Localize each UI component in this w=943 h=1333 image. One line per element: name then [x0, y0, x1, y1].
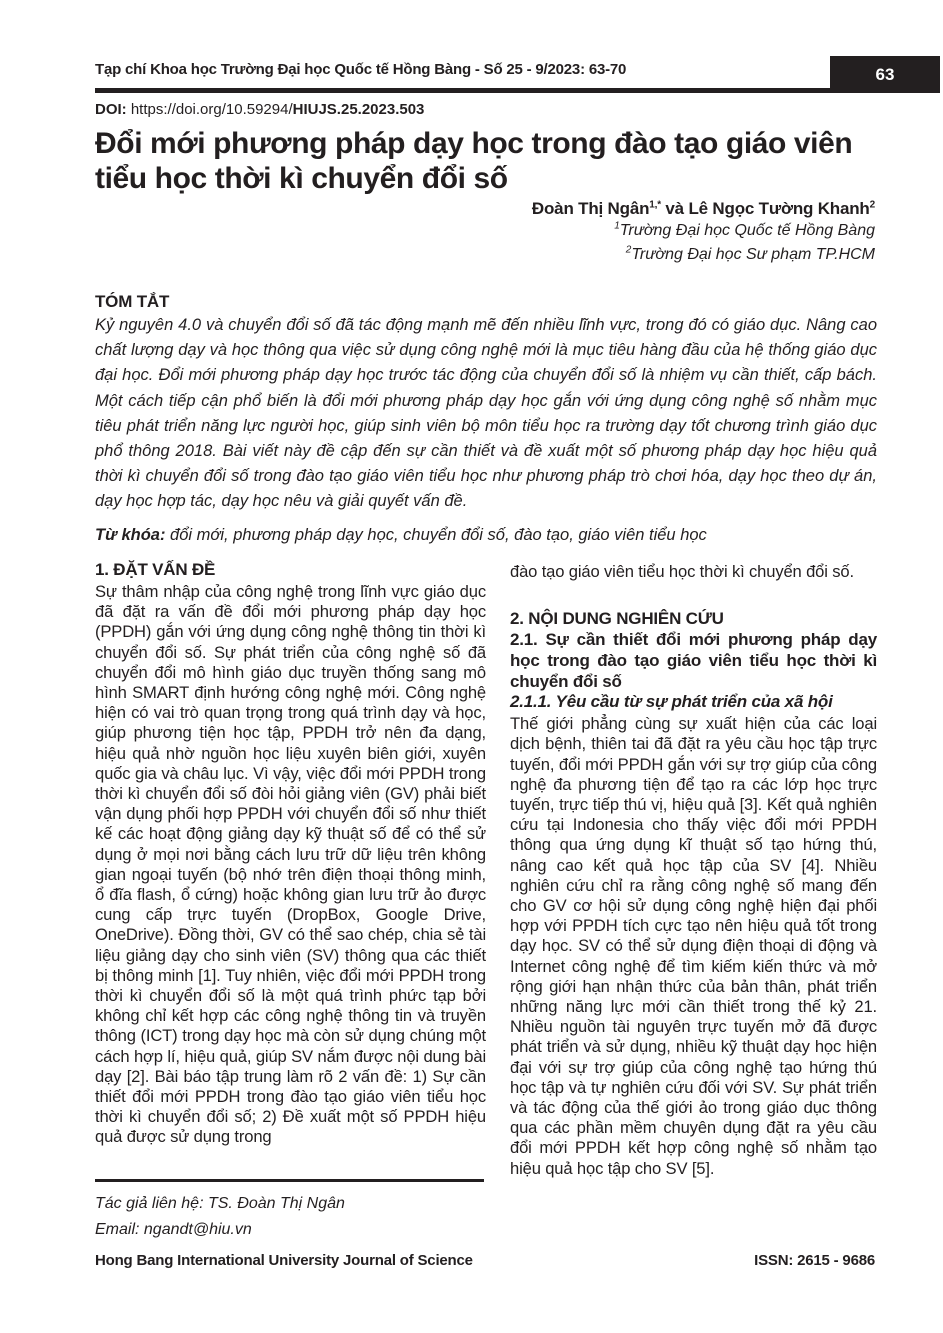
keywords-line [95, 526, 877, 545]
affiliation-2-superscript: 2 [625, 244, 632, 256]
section-1-paragraph: Sự thâm nhập của công nghệ trong lĩnh vực giáo dục đã đặt ra vấn đề đổi mới phương pháp dạy học (PPDH) gắn với ứng dụng công nghệ thông tin thời kì chuyển đổi số. Sự phát triển của công nghệ số đã chuyển đổi mô hình giáo dục truyền thống sang mô hình SMART định hướng công nghệ mới. Công nghệ hiện có vai trò quan trọng trong quá trình dạy và học, giúp phương tiện học tập, PPDH trở nên đa dạng, hiệu quả nhờ nguồn học liệu xuyên biên giới, xuyên quốc gia và châu lục. Vì vậy, việc đổi mới PPDH trong thời kì chuyển đổi số đòi hỏi giảng viên (GV) phải biết vận dụng phối hợp PPDH với chuyển đổi số như thiết kế các hoạt động giảng dạy kỹ thuật số để có thể sử dụng ở mọi nơi bằng cách lưu trữ dữ liệu trên không gian ngoại tuyến (bộ nhớ trên điện thoại thông minh, ổ đĩa flash, ổ cứng) hoặc không gian lưu trữ ảo được cung cấp trực tuyến (DropBox, Google Drive, OneDrive). Đồng thời, GV có thể sao chép, chia sẻ tài liệu giảng dạy cho sinh viên (SV) thông qua các thiết bị thông minh [1]. Tuy nhiên, việc đổi mới PPDH trong thời kì chuyển đổi số là một quá trình phức tạp bởi không chỉ kết hợp các công nghệ thông tin và truyền thông (ICT) trong dạy học mà còn sử dụng chúng một cách hợp lí, hiệu quả, giúp SV nắm được nội dung bài dạy [2]. Bài báo tập trung làm rõ 2 vấn đề: 1) Sự cần thiết đổi mới PPDH trong đào tạo giáo viên tiểu học thời kì chuyển đổi số; 2) Đề xuất một số PPDH hiệu quả được sử dụng trong [95, 582, 486, 1147]
footer-issn: ISSN: 2615 - 9686 [754, 1252, 875, 1269]
author-2-superscript: 2 [869, 199, 875, 211]
byline-block [95, 199, 875, 267]
keywords-label: Từ khóa: [95, 526, 166, 544]
author-1-superscript: 1,* [649, 199, 661, 211]
section-2-1-heading: 2.1. Sự cần thiết đổi mới phương pháp dạy học trong đào tạo giáo viên tiểu học thời kì chuyển đổi số [510, 630, 877, 692]
abstract-heading: TÓM TẮT [95, 292, 170, 311]
page-number: 63 [875, 64, 895, 84]
keywords-text: đổi mới, phương pháp dạy học, chuyển đổi số, đào tạo, giáo viên tiểu học [165, 526, 707, 544]
affiliation-1-text: Trường Đại học Quốc tế Hồng Bàng [619, 222, 875, 239]
footer-journal-name: Hong Bang International University Journal of Science [95, 1252, 473, 1269]
doi-url-suffix: HIUJS.25.2023.503 [292, 101, 425, 118]
doi-line [95, 101, 424, 118]
affiliation-1-superscript: 1 [614, 220, 620, 232]
body-columns [95, 560, 877, 1179]
section-2-paragraph: Thế giới phẳng cùng sự xuất hiện của các loại dịch bệnh, thiên tai đã đặt ra yêu cầu học tập trực tuyến, đổi mới PPDH gắn với sự trợ giúp của công nghệ đa phương tiện để tạo ra các lớp học trực tuyến, trực tiếp thú vị, hiệu quả [3]. Kết quả nghiên cứu tại Indonesia cho thấy việc đổi mới PPDH thông qua ứng dụng kĩ thuật số tạo hứng thú, nâng cao kết quả học tập của SV [4]. Nhiều nghiên cứu chỉ ra rằng công nghệ số mang đến cho GV cơ hội sử dụng công nghệ hiện đại phối hợp với PPDH tích cực tạo nên hiệu quả tốt trong dạy học. SV có thể sử dụng điện thoại di động và Internet công nghệ để tìm kiếm kiến thức và mở rộng giới hạn nhận thức của bản thân, phát triển những năng lực mới cần thiết trong thế kỷ 21. Nhiều nguồn tài nguyên trực tuyến mở đã được phát triển và sử dụng, nhiều kỹ thuật dạy học hiện đại với sự trợ giúp của công nghệ tạo hứng thú học tập và tự nghiên cứu đối với SV. Sự phát triển và tác động của thế giới ảo trong giáo dục thông qua các phần mềm chuyên dụng đặt ra yêu cầu đổi mới PPDH kết hợp công nghệ số nhằm tạo hiệu quả học tập cho SV [5]. [510, 714, 877, 1178]
authors-line [95, 199, 875, 219]
corresponding-author: Tác giả liên hệ: TS. Đoàn Thị Ngân [95, 1195, 345, 1212]
author-2: Lê Ngọc Tường Khanh [688, 199, 870, 218]
corresponding-email: Email: ngandt@hiu.vn [95, 1221, 252, 1238]
doi-url: https://doi.org/10.59294/ [126, 101, 293, 118]
journal-header-line: Tạp chí Khoa học Trường Đại học Quốc tế Hồng Bàng - Số 25 - 9/2023: 63-70 [95, 61, 627, 78]
affiliation-2 [95, 243, 875, 267]
section-2-1-1-heading: 2.1.1. Yêu cầu từ sự phát triển của xã hội [510, 692, 833, 712]
abstract-text: Kỷ nguyên 4.0 và chuyển đổi số đã tác động mạnh mẽ đến nhiều lĩnh vực, trong đó có giáo dục. Nâng cao chất lượng dạy và học thông qua việc sử dụng công nghệ mới là mục tiêu hàng đầu của hệ thống giáo dục đại học. Đổi mới phương pháp dạy học trước tác động của chuyển đổi số là nhiệm vụ cần thiết, cấp bách. Một cách tiếp cận phổ biến là đổi mới phương pháp dạy học gắn với ứng dụng công nghệ số nhằm mục tiêu phát triển năng lực người học, giúp sinh viên bộ môn tiểu học ra trường dạy tốt chương trình giáo dục phổ thông 2018. Bài viết này đề cập đến sự cần thiết và đề xuất một số phương pháp dạy học hiệu quả thời kì chuyển đổi số trong đào tạo giáo viên tiểu học như phương pháp trò chơi hóa, dạy học theo dự án, dạy học hợp tác, dạy học nêu và giải quyết vấn đề. [95, 316, 877, 511]
page-footer [95, 1252, 875, 1269]
right-column [510, 560, 877, 1179]
section-2-heading: 2. NỘI DUNG NGHIÊN CỨU [510, 609, 724, 629]
affiliation-1 [95, 219, 875, 243]
footnote-divider [95, 1179, 484, 1182]
footnote-block [95, 1191, 345, 1243]
column-spacer [510, 582, 877, 609]
left-column [95, 560, 486, 1179]
authors-connector: và [660, 199, 689, 218]
author-1: Đoàn Thị Ngân [531, 199, 650, 218]
section-1-continuation: đào tạo giáo viên tiểu học thời kì chuyển đổi số. [510, 562, 854, 581]
doi-label: DOI: [95, 101, 127, 118]
page-title: Đổi mới phương pháp dạy học trong đào tạo giáo viên tiểu học thời kì chuyển đổi số [95, 127, 853, 195]
header-divider [95, 88, 940, 93]
affiliation-2-text: Trường Đại học Sư phạm TP.HCM [631, 246, 875, 263]
section-1-heading: 1. ĐẶT VẤN ĐỀ [95, 560, 216, 579]
